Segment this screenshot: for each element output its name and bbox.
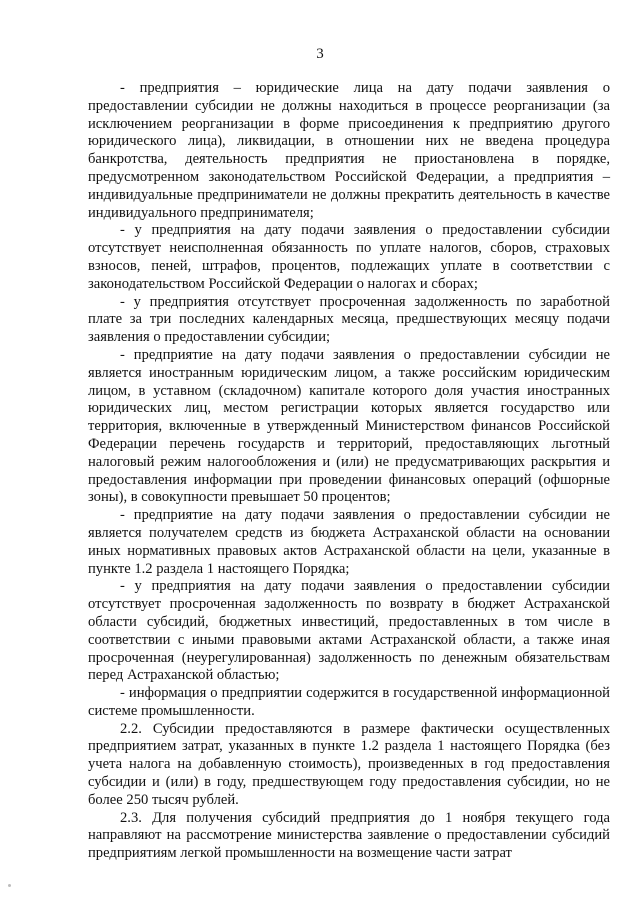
paragraph-budget-recipient: - предприятие на дату подачи заявления о предоставлении субсидии не является получателем средств из бюджета Астраханской области на основании иных нормативных правовых актов Астраханской области на цели, указанные в пункте 1.2 раздела 1 настоящего Порядка; [88,507,610,577]
document-body [88,80,610,863]
paragraph-foreign-entity: - предприятие на дату подачи заявления о предоставлении субсидии не является иностранным юридическим лицом, а также российским юридическим лицом, в уставном (складочном) капитале которого доля участия иностранных юридических лиц, местом регистрации которых является государство или территория, включенные в утвержденный Министерством финансов Российской Федерации перечень государств и территорий, предоставляющих льготный налоговый режим налогообложения и (или) не предусматривающих раскрытия и предоставления информации при проведении финансовых операций (офшорные зоны), в совокупности превышает 50 процентов; [88,346,610,506]
scan-dot-mark [8,884,11,887]
paragraph-wage-arrears: - у предприятия отсутствует просроченная задолженность по заработной плате за три последних календарных месяца, предшествующих месяцу подачи заявления о предоставлении субсидии; [88,293,610,346]
page-number: 3 [316,46,324,62]
paragraph-tax-obligations: - у предприятия на дату подачи заявления о предоставлении субсидии отсутствует неисполненная обязанность по уплате налогов, сборов, страховых взносов, пеней, штрафов, процентов, подлежащих уплате в соответствии с законодательством Российской Федерации о налогах и сборах; [88,222,610,292]
paragraph-budget-debt: - у предприятия на дату подачи заявления о предоставлении субсидии отсутствует просроченная задолженность по возврату в бюджет Астраханской области субсидий, бюджетных инвестиций, предоставленных в том числе в соответствии с иными правовыми актами Астраханской области, а также иная просроченная (неурегулированная) задолженность по денежным обязательствам перед Астраханской областью; [88,578,610,684]
paragraph-2-2-subsidy-amount: 2.2. Субсидии предоставляются в размере фактически осуществленных предприятием затрат, указанных в пункте 1.2 раздела 1 настоящего Порядка (без учета налога на добавленную стоимость), произведенных в год предоставления субсидии и (или) в году, предшествующем году предоставления субсидии, но не более 250 тысяч рублей. [88,720,610,808]
paragraph-information-system: - информация о предприятии содержится в государственной информационной системе промышленности. [88,685,610,719]
paragraph-reorganization: - предприятия – юридические лица на дату подачи заявления о предоставлении субсидии не должны находиться в процессе реорганизации (за исключением реорганизации в форме присоединения к предприятию другого юридического лица), ликвидации, в отношении них не введена процедура банкротства, деятельность предприятия не приостановлена в порядке, предусмотренном законодательством Российской Федерации, а предприятия – индивидуальные предприниматели не должны прекратить деятельность в качестве индивидуального предпринимателя; [88,80,610,221]
paragraph-2-3-application: 2.3. Для получения субсидий предприятия до 1 ноября текущего года направляют на рассмотрение министерства заявление о предоставлении субсидий предприятиям легкой промышленности на возмещение части затрат [88,809,610,862]
